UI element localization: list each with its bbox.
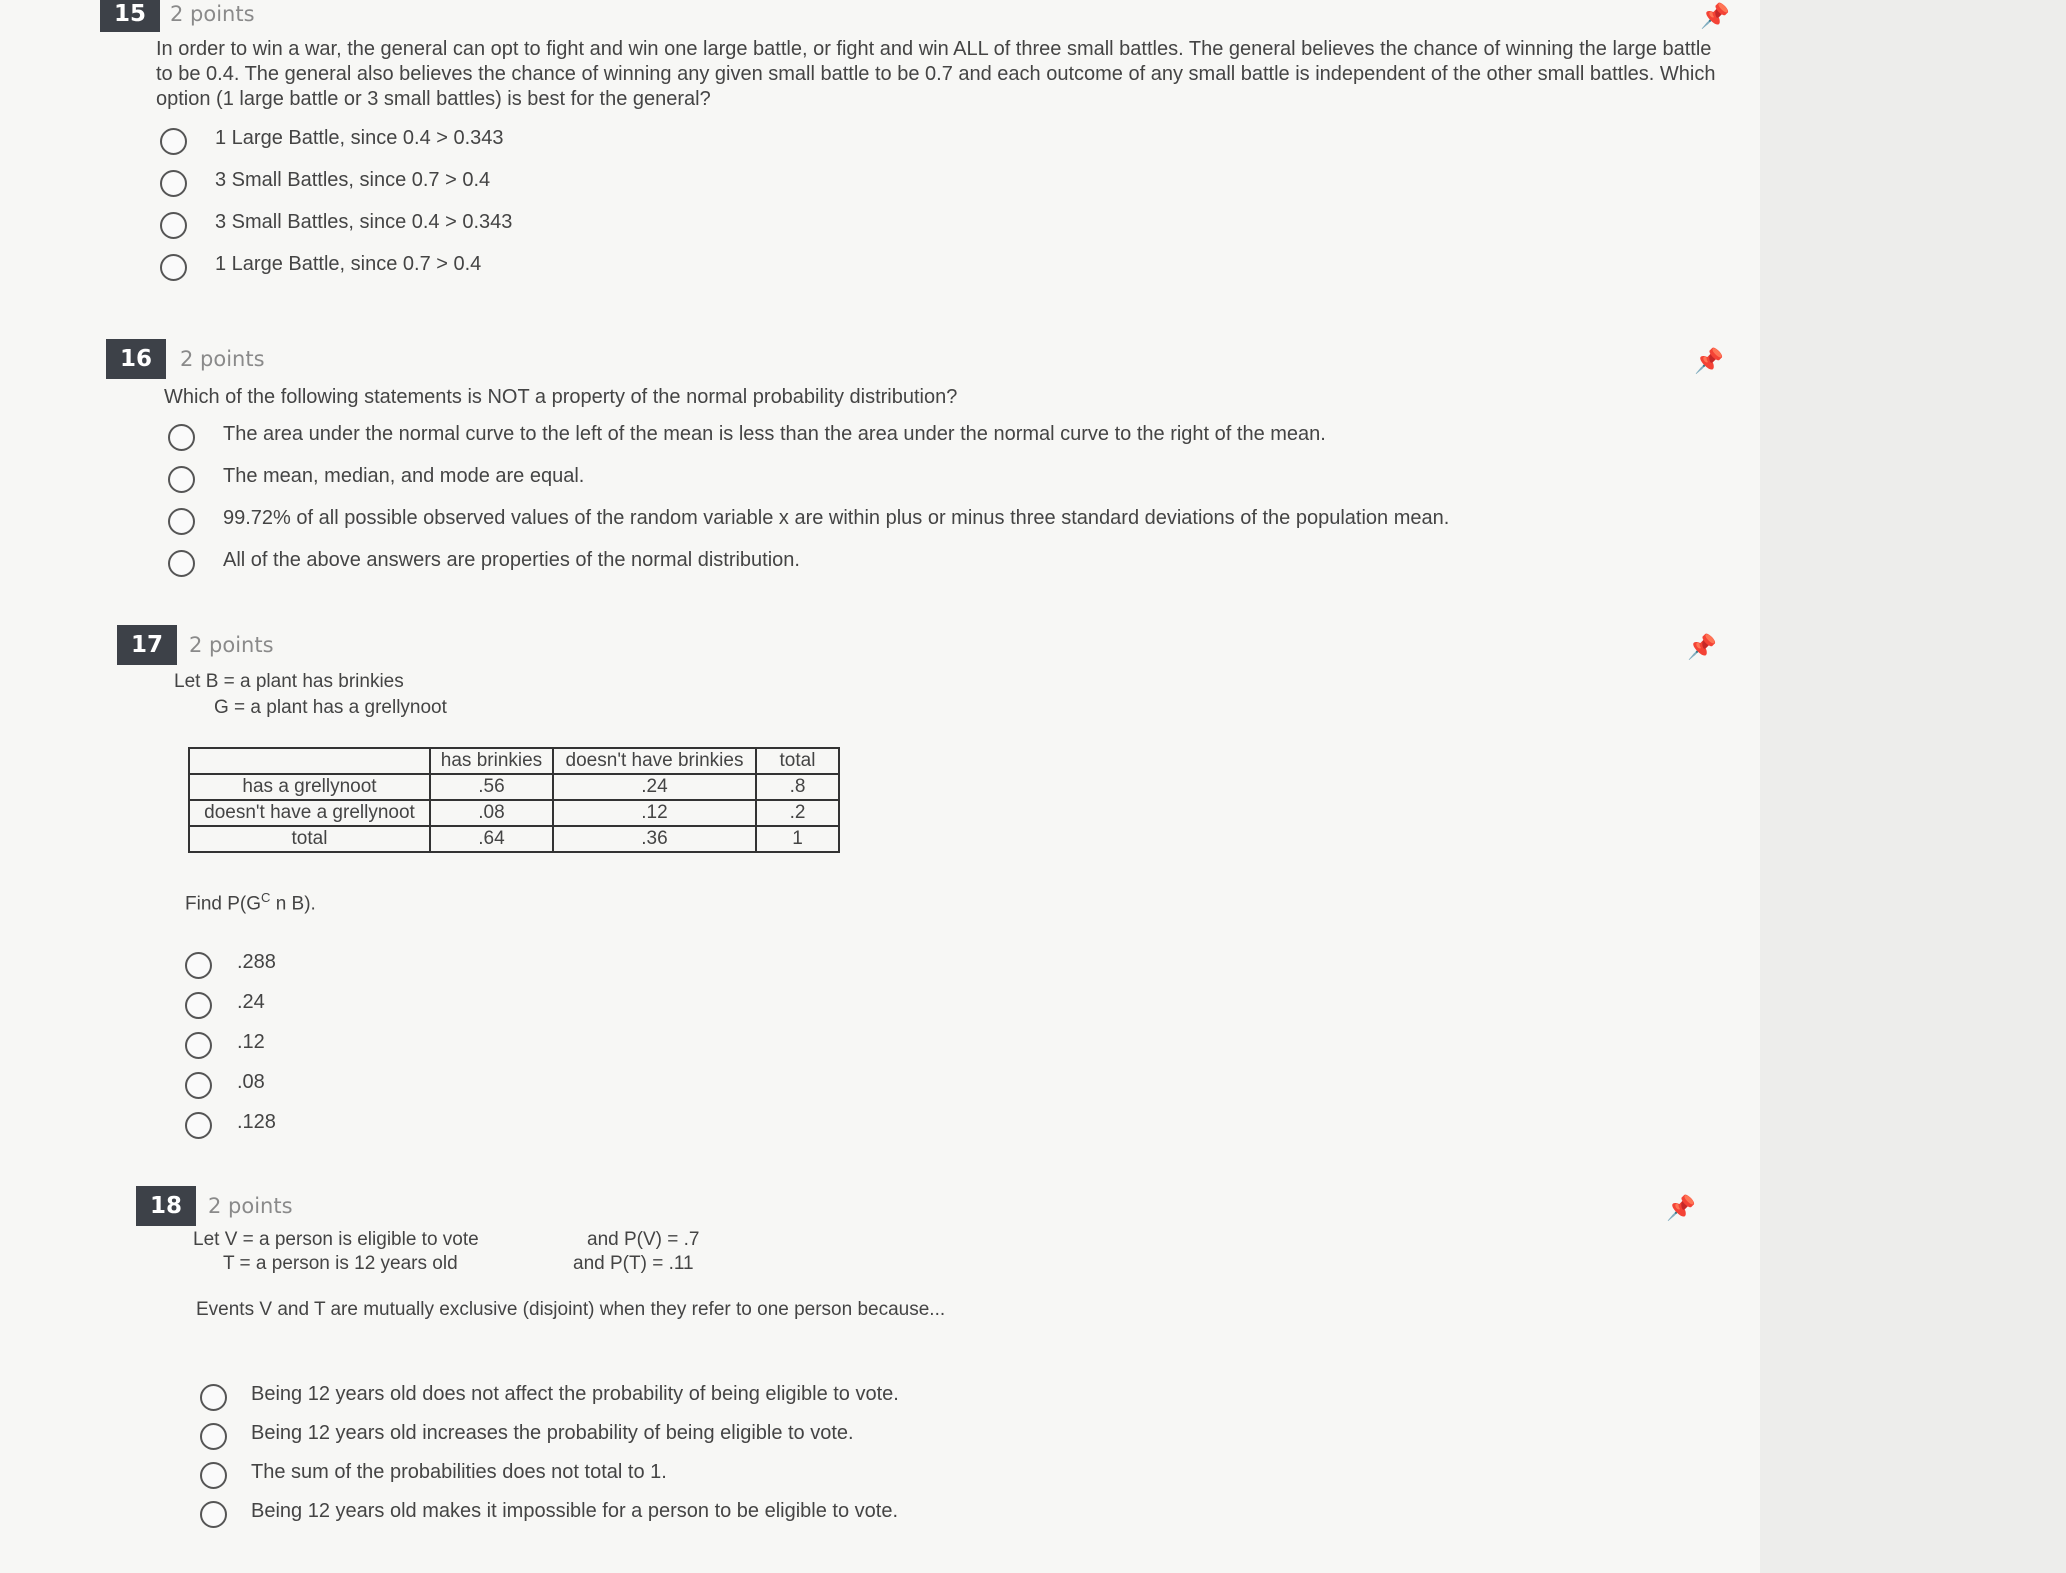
answer-option[interactable] (160, 164, 1740, 206)
radio-button[interactable] (168, 508, 195, 535)
answer-option[interactable] (185, 1066, 1757, 1106)
radio-button[interactable] (160, 212, 187, 239)
question-points: 2 points (180, 347, 265, 371)
answer-option[interactable] (200, 1417, 1776, 1456)
option-label: Being 12 years old does not affect the probability of being eligible to vote. (251, 1383, 899, 1405)
definition-t: T = a person is 12 years old (223, 1253, 458, 1274)
question-points: 2 points (208, 1194, 293, 1218)
radio-button[interactable] (185, 952, 212, 979)
question-text: Which of the following statements is NOT a property of the normal probability distribution? (164, 386, 958, 408)
answer-option[interactable] (200, 1456, 1776, 1495)
definition-b: Let B = a plant has brinkies (174, 671, 404, 692)
pin-icon[interactable]: 📌 (1694, 348, 1724, 375)
table-cell: .2 (756, 800, 839, 826)
row-label: total (189, 826, 430, 852)
question-header (100, 0, 1740, 34)
answer-option[interactable] (168, 460, 1746, 502)
table-row (189, 774, 839, 800)
radio-button[interactable] (168, 466, 195, 493)
table-row (189, 826, 839, 852)
question-header (117, 625, 1757, 665)
option-label: Being 12 years old makes it impossible for a person to be eligible to vote. (251, 1500, 899, 1522)
definition-v: Let V = a person is eligible to vote (193, 1229, 479, 1250)
question-number: 15 (100, 0, 160, 32)
table-header-cell: has brinkies (430, 748, 553, 774)
pin-icon[interactable]: 📌 (1700, 3, 1730, 30)
table-cell: .8 (756, 774, 839, 800)
table-cell: .24 (553, 774, 756, 800)
complement-superscript: C (261, 890, 271, 905)
row-label: has a grellynoot (189, 774, 430, 800)
question-points: 2 points (170, 2, 255, 26)
table-header-row (189, 748, 839, 774)
answer-option[interactable] (200, 1495, 1776, 1534)
answer-option[interactable] (185, 946, 1757, 986)
question-16 (106, 339, 1746, 586)
radio-button[interactable] (168, 550, 195, 577)
answer-option[interactable] (168, 502, 1746, 544)
radio-button[interactable] (185, 1032, 212, 1059)
page-margin (1760, 0, 2066, 1573)
definitions (193, 1227, 793, 1279)
answer-option[interactable] (168, 544, 1746, 586)
probability-v: and P(V) = .7 (587, 1229, 700, 1250)
pin-icon[interactable]: 📌 (1666, 1195, 1696, 1222)
option-label: 99.72% of all possible observed values of the random variable x are within plus or minus three standard deviations of the population mean. (223, 507, 1450, 529)
probability-t: and P(T) = .11 (573, 1253, 694, 1274)
question-17 (117, 625, 1757, 1146)
question-header (106, 339, 1746, 379)
option-label: .128 (237, 1111, 276, 1134)
option-label: .12 (237, 1031, 265, 1054)
answer-option[interactable] (160, 206, 1740, 248)
option-label: All of the above answers are properties of the normal distribution. (223, 549, 800, 571)
option-label: 3 Small Battles, since 0.7 > 0.4 (215, 169, 491, 191)
option-label: .288 (237, 951, 276, 974)
radio-button[interactable] (185, 1112, 212, 1139)
table-row (189, 800, 839, 826)
contingency-table (188, 747, 840, 853)
table-header-cell: total (756, 748, 839, 774)
table-cell: .36 (553, 826, 756, 852)
row-label: doesn't have a grellynoot (189, 800, 430, 826)
option-label: 3 Small Battles, since 0.4 > 0.343 (215, 211, 513, 233)
option-label: Being 12 years old increases the probability of being eligible to vote. (251, 1422, 854, 1444)
table-cell: .08 (430, 800, 553, 826)
radio-button[interactable] (185, 1072, 212, 1099)
answer-option[interactable] (168, 418, 1746, 460)
radio-button[interactable] (200, 1462, 227, 1489)
answer-option[interactable] (160, 122, 1740, 164)
radio-button[interactable] (168, 424, 195, 451)
answer-option[interactable] (160, 248, 1740, 290)
pin-icon[interactable]: 📌 (1687, 634, 1717, 661)
table-corner-cell (189, 748, 430, 774)
question-number: 17 (117, 625, 177, 665)
question-18 (136, 1186, 1776, 1534)
question-text: Events V and T are mutually exclusive (disjoint) when they refer to one person because... (196, 1299, 946, 1320)
table-cell: 1 (756, 826, 839, 852)
option-label: .24 (237, 991, 265, 1014)
option-label: The area under the normal curve to the left of the mean is less than the area under the normal curve to the right of the mean. (223, 423, 1326, 445)
question-15 (100, 0, 1740, 290)
definitions (174, 669, 1757, 721)
table-cell: .64 (430, 826, 553, 852)
find-prefix: Find P(G (185, 893, 262, 915)
option-label: 1 Large Battle, since 0.7 > 0.4 (215, 253, 482, 275)
answer-option[interactable] (200, 1378, 1776, 1417)
find-suffix: n B). (270, 893, 316, 915)
option-label: .08 (237, 1071, 265, 1094)
radio-button[interactable] (200, 1501, 227, 1528)
radio-button[interactable] (185, 992, 212, 1019)
table-header-cell: doesn't have brinkies (553, 748, 756, 774)
option-label: The mean, median, and mode are equal. (223, 465, 585, 487)
answer-option[interactable] (185, 1106, 1757, 1146)
radio-button[interactable] (200, 1384, 227, 1411)
question-number: 16 (106, 339, 166, 379)
question-text: In order to win a war, the general can opt to fight and win one large battle, or fight and win ALL of three small battles. The general believes the chance of winning the large battle to be 0.4. The general also believes the chance of winning any given small battle to be 0.7 and each outcome of any small battle is independent of the other small battles. Which option (1 large battle or 3 small battles) is best for the general? (156, 38, 1716, 110)
answer-option[interactable] (185, 986, 1757, 1026)
radio-button[interactable] (200, 1423, 227, 1450)
table-cell: .12 (553, 800, 756, 826)
definition-g: G = a plant has a grellynoot (214, 697, 447, 718)
radio-button[interactable] (160, 170, 187, 197)
question-header (136, 1186, 1776, 1226)
table-cell: .56 (430, 774, 553, 800)
question-number: 18 (136, 1186, 196, 1226)
question-points: 2 points (189, 633, 274, 657)
answer-option[interactable] (185, 1026, 1757, 1066)
radio-button[interactable] (160, 254, 187, 281)
find-prompt (185, 885, 1757, 916)
option-label: 1 Large Battle, since 0.4 > 0.343 (215, 127, 504, 149)
radio-button[interactable] (160, 128, 187, 155)
option-label: The sum of the probabilities does not total to 1. (251, 1461, 667, 1483)
